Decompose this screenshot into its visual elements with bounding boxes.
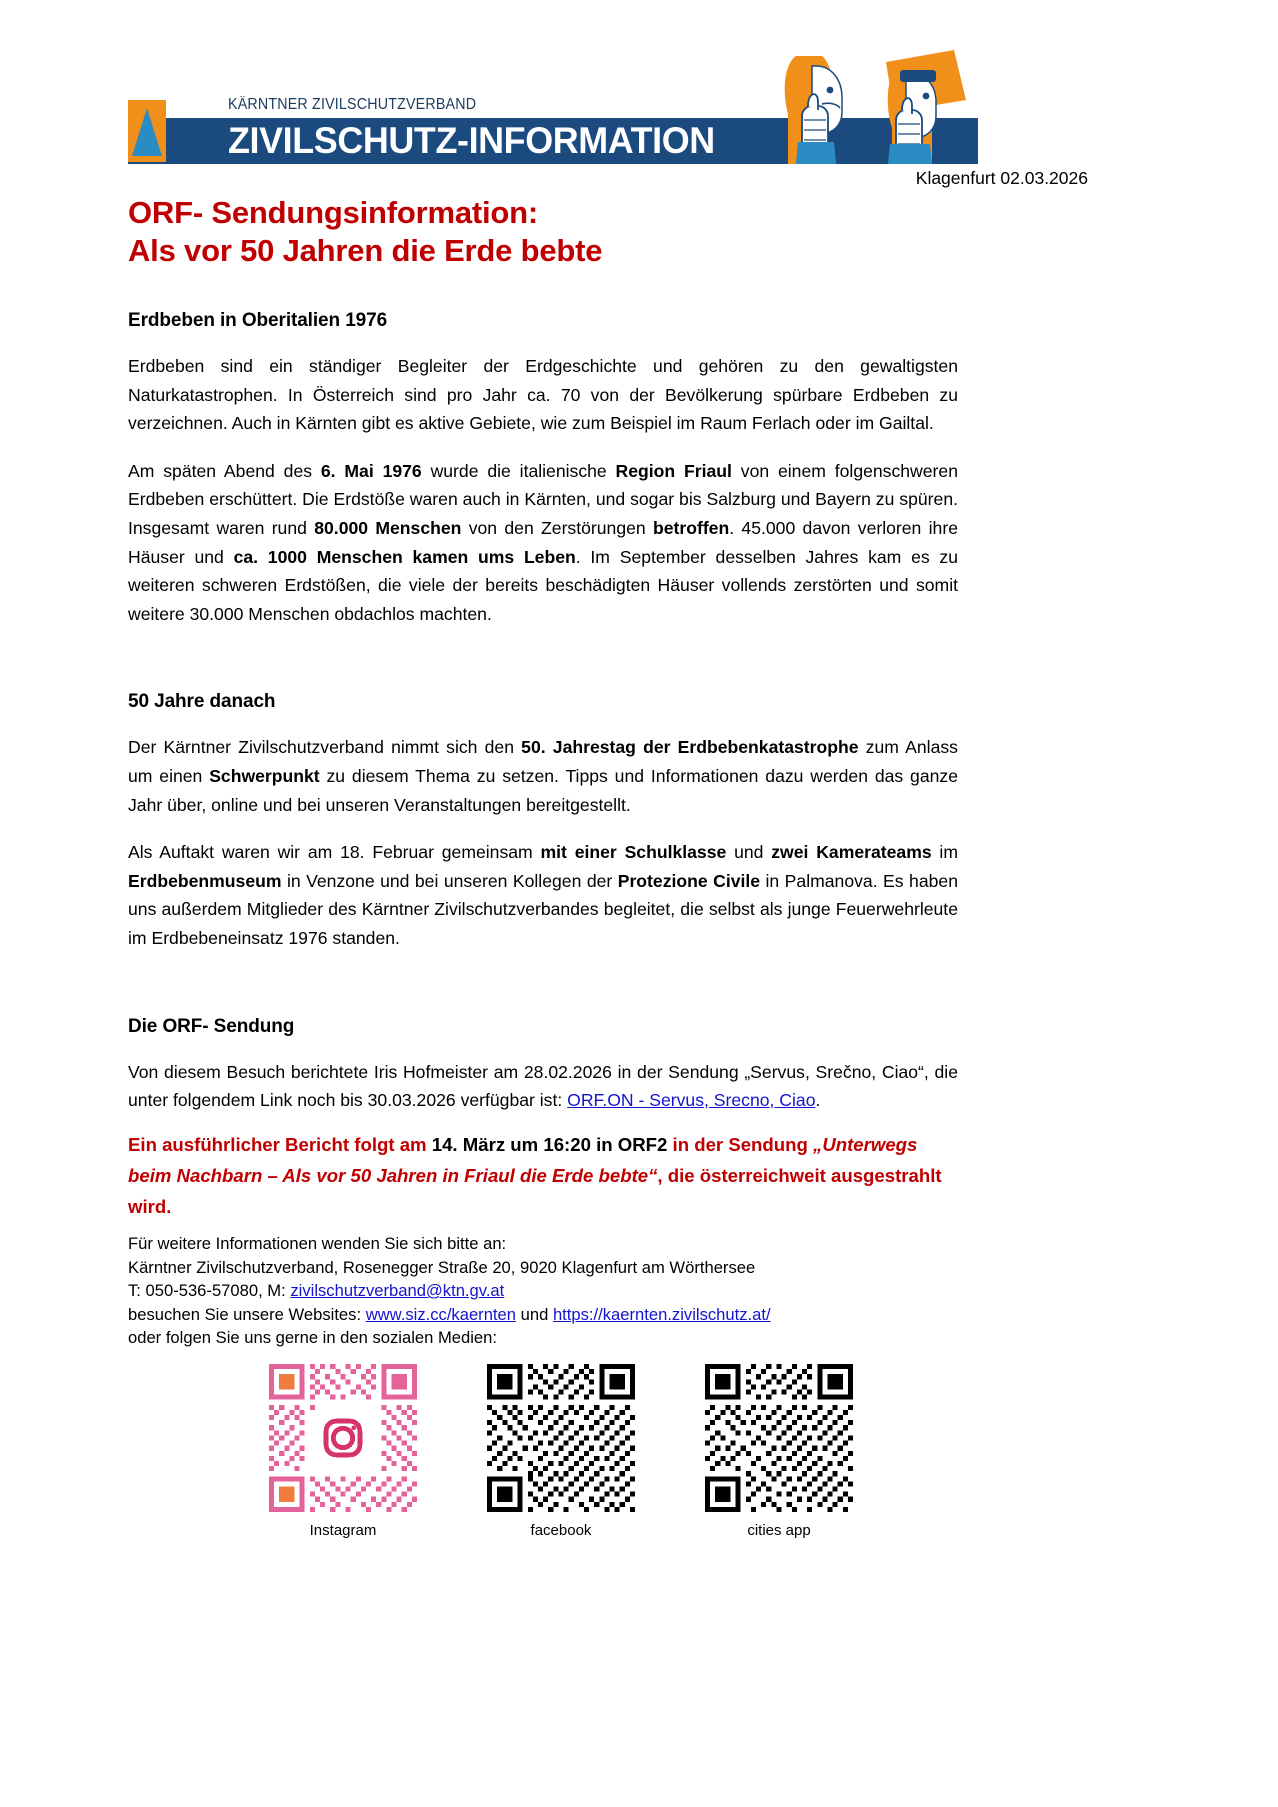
qr-label-instagram: Instagram <box>309 1522 377 1539</box>
section-spacer <box>128 647 958 691</box>
text-run: im <box>931 842 958 863</box>
text-run: besuchen Sie unsere Websites: <box>128 1304 366 1324</box>
email-link[interactable]: zivilschutzverband@ktn.gv.at <box>290 1281 505 1300</box>
text-bold: Erdbebenmuseum <box>128 870 282 891</box>
document-body <box>128 310 958 1222</box>
text-bold: ca. 1000 Menschen kamen ums Leben <box>233 546 576 567</box>
footer-line-address: Kärntner Zivilschutzverband, Rosenegger Straße 20, 9020 Klagenfurt am Wörthersee <box>128 1257 756 1277</box>
text-run: Der Kärntner Zivilschutzverband nimmt sich den <box>128 737 522 758</box>
instagram-qr-code-icon[interactable] <box>269 1364 417 1512</box>
paragraph-1976-event <box>128 457 958 629</box>
text-run: T: 050-536-57080, M: <box>128 1281 291 1300</box>
facebook-qr-code-icon[interactable] <box>487 1364 635 1512</box>
text-italic-show-title: „Unterwegs beim Nachbarn – Als vor 50 Jahren in Friaul die Erde bebte“ <box>128 1133 918 1186</box>
cities-app-qr-code-icon[interactable] <box>705 1364 853 1512</box>
text-bold: Protezione Civile <box>617 870 761 891</box>
text-run: in Venzone und bei unseren Kollegen der <box>281 870 618 891</box>
footer-line-social: oder folgen Sie uns gerne in den sozialen Medien: <box>128 1328 498 1347</box>
section-spacer <box>128 972 958 1016</box>
footer-line-phone-mail <box>128 1279 978 1303</box>
text-bold: Schwerpunkt <box>209 765 320 786</box>
website-link-zivilschutz[interactable]: https://kaernten.zivilschutz.at/ <box>552 1304 771 1324</box>
text-run: und <box>516 1304 553 1324</box>
footer-line-intro: Für weitere Informationen wenden Sie sich bitte an: <box>128 1234 507 1253</box>
text-bold: 6. Mai 1976 <box>320 460 422 481</box>
text-run: von einem folgenschweren Erdbeben erschüttert. Die Erdstöße waren auch in Kärnten, und sogar bis Salzburg und Bayern zu spüren. Insgesamt waren rund <box>128 460 958 538</box>
website-link-siz[interactable]: www.siz.cc/kaernten <box>365 1304 517 1324</box>
text-bold: 80.000 Menschen <box>314 517 462 538</box>
banner-title: ZIVILSCHUTZ-INFORMATION <box>228 120 715 161</box>
qr-label-cities-app: cities app <box>747 1522 811 1539</box>
page-title-line1: ORF- Sendungsinformation: <box>128 195 539 230</box>
paragraph-intro: Erdbeben sind ein ständiger Begleiter der Erdgeschichte und gehören zu den gewaltigsten Naturkatastrophen. In Österreich sind pro Jahr ca. 70 von der Bevölkerung spürbare Erdbeben zu verzeichnen. Auch in Kärnten gibt es aktive Gebiete, wie zum Beispiel im Raum Ferlach oder im Gailtal. <box>128 356 958 434</box>
text-bold: mit einer Schulklasse <box>540 842 727 863</box>
qr-cell-instagram[interactable] <box>268 1364 418 1539</box>
qr-cell-facebook[interactable] <box>486 1364 636 1539</box>
document-date: Klagenfurt 02.03.2026 <box>915 168 1088 188</box>
page-title <box>128 194 978 270</box>
paragraph-highlight-broadcast <box>128 1129 958 1222</box>
section-heading-50-years: 50 Jahre danach <box>128 691 276 713</box>
text-run: zum Anlass um einen <box>128 737 958 786</box>
paragraph-anniversary <box>128 733 958 819</box>
page-title-line2: Als vor 50 Jahren die Erde bebte <box>128 233 603 268</box>
orf-on-link[interactable]: ORF.ON - Servus, Srecno, Ciao <box>567 1090 816 1111</box>
paragraph-broadcast-link <box>128 1058 958 1115</box>
text-run: von den Zerstörungen <box>461 517 653 538</box>
text-run: in Palmanova. Es haben uns außerdem Mitglieder des Kärntner Zivilschutzverbandes begleitet, die selbst als junge Feuerwehrleute im Erdbebeneinsatz 1976 standen. <box>128 870 958 948</box>
section-heading-earthquake: Erdbeben in Oberitalien 1976 <box>128 310 388 331</box>
text-run: Von diesem Besuch berichtete Iris Hofmeister am 28.02.2026 in der Sendung „Servus, Srečno, Ciao“, die unter folgendem Link noch bis 30.03.2026 verfügbar ist: <box>128 1061 958 1111</box>
header-banner <box>128 32 978 164</box>
qr-cell-cities-app[interactable] <box>704 1364 854 1539</box>
qr-label-facebook: facebook <box>530 1522 592 1539</box>
mascot-figures-icon <box>782 50 978 164</box>
text-run: und <box>726 842 772 863</box>
qr-code-row <box>128 1364 978 1564</box>
section-heading-orf-broadcast: Die ORF- Sendung <box>128 1015 295 1037</box>
text-run: Ein ausführlicher Bericht folgt am <box>128 1133 432 1155</box>
text-bold: zwei Kamerateams <box>771 842 932 863</box>
text-run: . <box>815 1090 821 1111</box>
text-run: . 45.000 davon verloren ihre Häuser und <box>128 517 958 567</box>
text-run: Am späten Abend des <box>128 460 321 481</box>
logo-blue-triangle-icon <box>132 108 162 156</box>
footer-line-websites <box>128 1303 978 1327</box>
paragraph-kickoff <box>128 838 958 952</box>
text-run: wurde die italienische <box>421 460 616 481</box>
text-bold-black: 14. März um 16:20 in ORF2 <box>431 1133 668 1155</box>
text-bold: 50. Jahrestag der Erdbebenkatastrophe <box>521 737 859 758</box>
text-bold: Region Friaul <box>615 460 732 481</box>
text-run: in der Sendung <box>667 1133 814 1155</box>
text-run: zu diesem Thema zu setzen. Tipps und Informationen dazu werden das ganze Jahr über, online und bei unseren Veranstaltungen bereitgestellt. <box>128 765 958 815</box>
text-run: Als Auftakt waren wir am 18. Februar gemeinsam <box>128 842 541 863</box>
text-bold: betroffen <box>652 517 730 538</box>
footer-contact <box>128 1232 978 1350</box>
text-run: . Im September desselben Jahres kam es zu weiteren schweren Erdstößen, die viele der bereits beschädigten Häuser vollends zerstörten und somit weitere 30.000 Menschen obdachlos machten. <box>128 546 958 624</box>
text-run: , die österreichweit ausgestrahlt wird. <box>128 1164 942 1217</box>
organization-name: KÄRNTNER ZIVILSCHUTZVERBAND <box>228 96 477 113</box>
